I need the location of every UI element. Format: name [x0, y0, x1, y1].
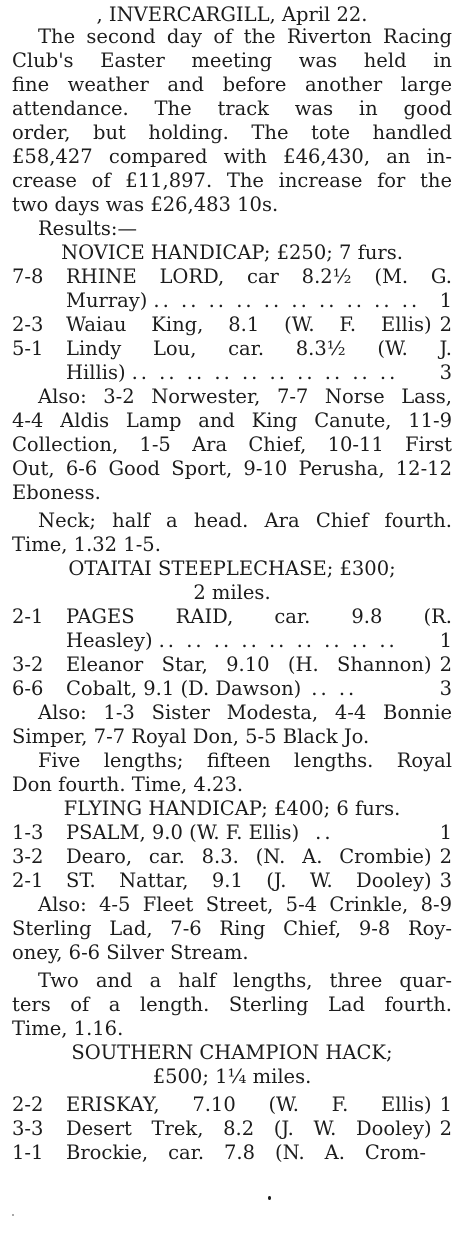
- horse-entry: Desert Trek, 8.2 (J. W. Dooley): [66, 1117, 432, 1140]
- result-row: [12, 338, 452, 360]
- result-row: [12, 822, 452, 844]
- odds: 5-1: [12, 337, 44, 360]
- horse-entry: Waiau King, 8.1 (W. F. Ellis): [66, 313, 432, 336]
- also-ran-line: Eboness.: [12, 481, 101, 504]
- results-label: Results:—: [38, 217, 137, 240]
- leader-dots: ..: [315, 822, 334, 844]
- horse-entry: Cobalt, 9.1 (D. Dawson): [66, 677, 302, 700]
- odds: 3-2: [12, 653, 44, 676]
- intro-line: crease of £11,897. The increase for the: [12, 169, 452, 192]
- horse-entry: PAGES RAID, car. 9.8 (R.: [66, 605, 452, 628]
- margins-line: ters of a length. Sterling Lad fourth.: [12, 993, 452, 1016]
- intro-line: fine weather and before another large: [12, 73, 452, 96]
- horse-entry: Eleanor Star, 9.10 (H. Shannon): [66, 653, 432, 676]
- leader-dots: .. .. .. .. .. .. .. .. ..: [158, 630, 398, 652]
- margins-line: Time, 1.32 1-5.: [12, 533, 161, 556]
- horse-entry: Lindy Lou, car. 8.3½ (W. J.: [66, 337, 452, 360]
- also-ran-line: Sterling Lad, 7-6 Ring Chief, 9-8 Roy-: [12, 917, 452, 940]
- result-row: [12, 1094, 452, 1116]
- result-row: [12, 654, 452, 676]
- placing: 2: [439, 1117, 452, 1140]
- race-title: OTAITAI STEEPLECHASE; £300;: [68, 557, 396, 580]
- race-distance: £500; 1¼ miles.: [152, 1065, 312, 1088]
- leader-dots: .. ..: [311, 678, 358, 700]
- odds: 3-2: [12, 845, 44, 868]
- horse-entry: Brockie, car. 7.8 (N. A. Crom-: [66, 1141, 426, 1164]
- intro-line: order, but holding. The tote handled: [12, 121, 452, 144]
- placing: 3: [439, 869, 452, 892]
- odds: 2-3: [12, 313, 44, 336]
- result-row: [12, 1118, 452, 1140]
- result-row-continued: [66, 362, 452, 384]
- result-row: [12, 870, 452, 892]
- also-ran-line: Simper, 7-7 Royal Don, 5-5 Black Jo.: [12, 725, 370, 748]
- intro-line: The second day of the Riverton Racing: [38, 25, 452, 48]
- horse-entry: ERISKAY, 7.10 (W. F. Ellis): [66, 1093, 432, 1116]
- race-distance: 2 miles.: [193, 581, 271, 604]
- also-ran-line: Collection, 1-5 Ara Chief, 10-11 First: [12, 433, 452, 456]
- odds: 7-8: [12, 265, 44, 288]
- horse-entry: Dearo, car. 8.3. (N. A. Crombie): [66, 845, 432, 868]
- margins-line: Don fourth. Time, 4.23.: [12, 773, 244, 796]
- placing: 1: [439, 821, 452, 844]
- result-row: [12, 1142, 452, 1164]
- dateline: , INVERCARGILL, April 22.: [96, 3, 368, 26]
- intro-line: Club's Easter meeting was held in: [12, 49, 452, 72]
- placing: 1: [439, 289, 452, 312]
- result-row: [12, 846, 452, 868]
- result-row-continued: [66, 290, 452, 312]
- race-title: NOVICE HANDICAP; £250; 7 furs.: [61, 241, 403, 264]
- ink-speck: [268, 1196, 271, 1200]
- result-row: [12, 678, 452, 700]
- placing: 1: [439, 629, 452, 652]
- odds: 1-3: [12, 821, 44, 844]
- also-ran-line: Also: 3-2 Norwester, 7-7 Norse Lass,: [38, 385, 452, 408]
- margins-line: Neck; half a head. Ara Chief fourth.: [38, 509, 452, 532]
- ink-speck: [12, 1214, 14, 1216]
- horse-entry: PSALM, 9.0 (W. F. Ellis): [66, 821, 300, 844]
- margins-line: Two and a half lengths, three quar-: [38, 969, 452, 992]
- leader-dots: .. .. .. .. .. .. .. .. .. ..: [131, 362, 399, 384]
- odds: 2-1: [12, 605, 44, 628]
- placing: 2: [439, 653, 452, 676]
- result-row-continued: [66, 630, 452, 652]
- horse-entry: ST. Nattar, 9.1 (J. W. Dooley): [66, 869, 432, 892]
- also-ran-line: 4-4 Aldis Lamp and King Canute, 11-9: [12, 409, 452, 432]
- also-ran-line: Also: 4-5 Fleet Street, 5-4 Crinkle, 8-9: [38, 893, 452, 916]
- horse-entry: Heasley): [66, 629, 153, 652]
- race-title: FLYING HANDICAP; £400; 6 furs.: [63, 797, 401, 820]
- placing: 3: [439, 361, 452, 384]
- also-ran-line: Also: 1-3 Sister Modesta, 4-4 Bonnie: [38, 701, 452, 724]
- odds: 3-3: [12, 1117, 44, 1140]
- leader-dots: .. .. .. .. .. .. .. .. .. ..: [153, 290, 421, 312]
- odds: 2-1: [12, 869, 44, 892]
- intro-line: £58,427 compared with £46,430, an in-: [12, 145, 452, 168]
- horse-entry: RHINE LORD, car 8.2½ (M. G.: [66, 265, 452, 288]
- odds: 2-2: [12, 1093, 44, 1116]
- intro-line: attendance. The track was in good: [12, 97, 452, 120]
- horse-entry: Murray): [66, 289, 148, 312]
- placing: 2: [439, 313, 452, 336]
- margins-line: Time, 1.16.: [12, 1017, 124, 1040]
- result-row: [12, 266, 452, 288]
- intro-line: two days was £26,483 10s.: [12, 193, 279, 216]
- also-ran-line: Out, 6-6 Good Sport, 9-10 Perusha, 12-12: [12, 457, 452, 480]
- horse-entry: Hillis): [66, 361, 126, 384]
- result-row: [12, 606, 452, 628]
- result-row: [12, 314, 452, 336]
- race-title: SOUTHERN CHAMPION HACK;: [71, 1041, 393, 1064]
- odds: 6-6: [12, 677, 44, 700]
- margins-line: Five lengths; fifteen lengths. Royal: [38, 749, 452, 772]
- placing: 2: [439, 845, 452, 868]
- placing: 1: [439, 1093, 452, 1116]
- placing: 3: [439, 677, 452, 700]
- odds: 1-1: [12, 1141, 44, 1164]
- also-ran-line: oney, 6-6 Silver Stream.: [12, 941, 249, 964]
